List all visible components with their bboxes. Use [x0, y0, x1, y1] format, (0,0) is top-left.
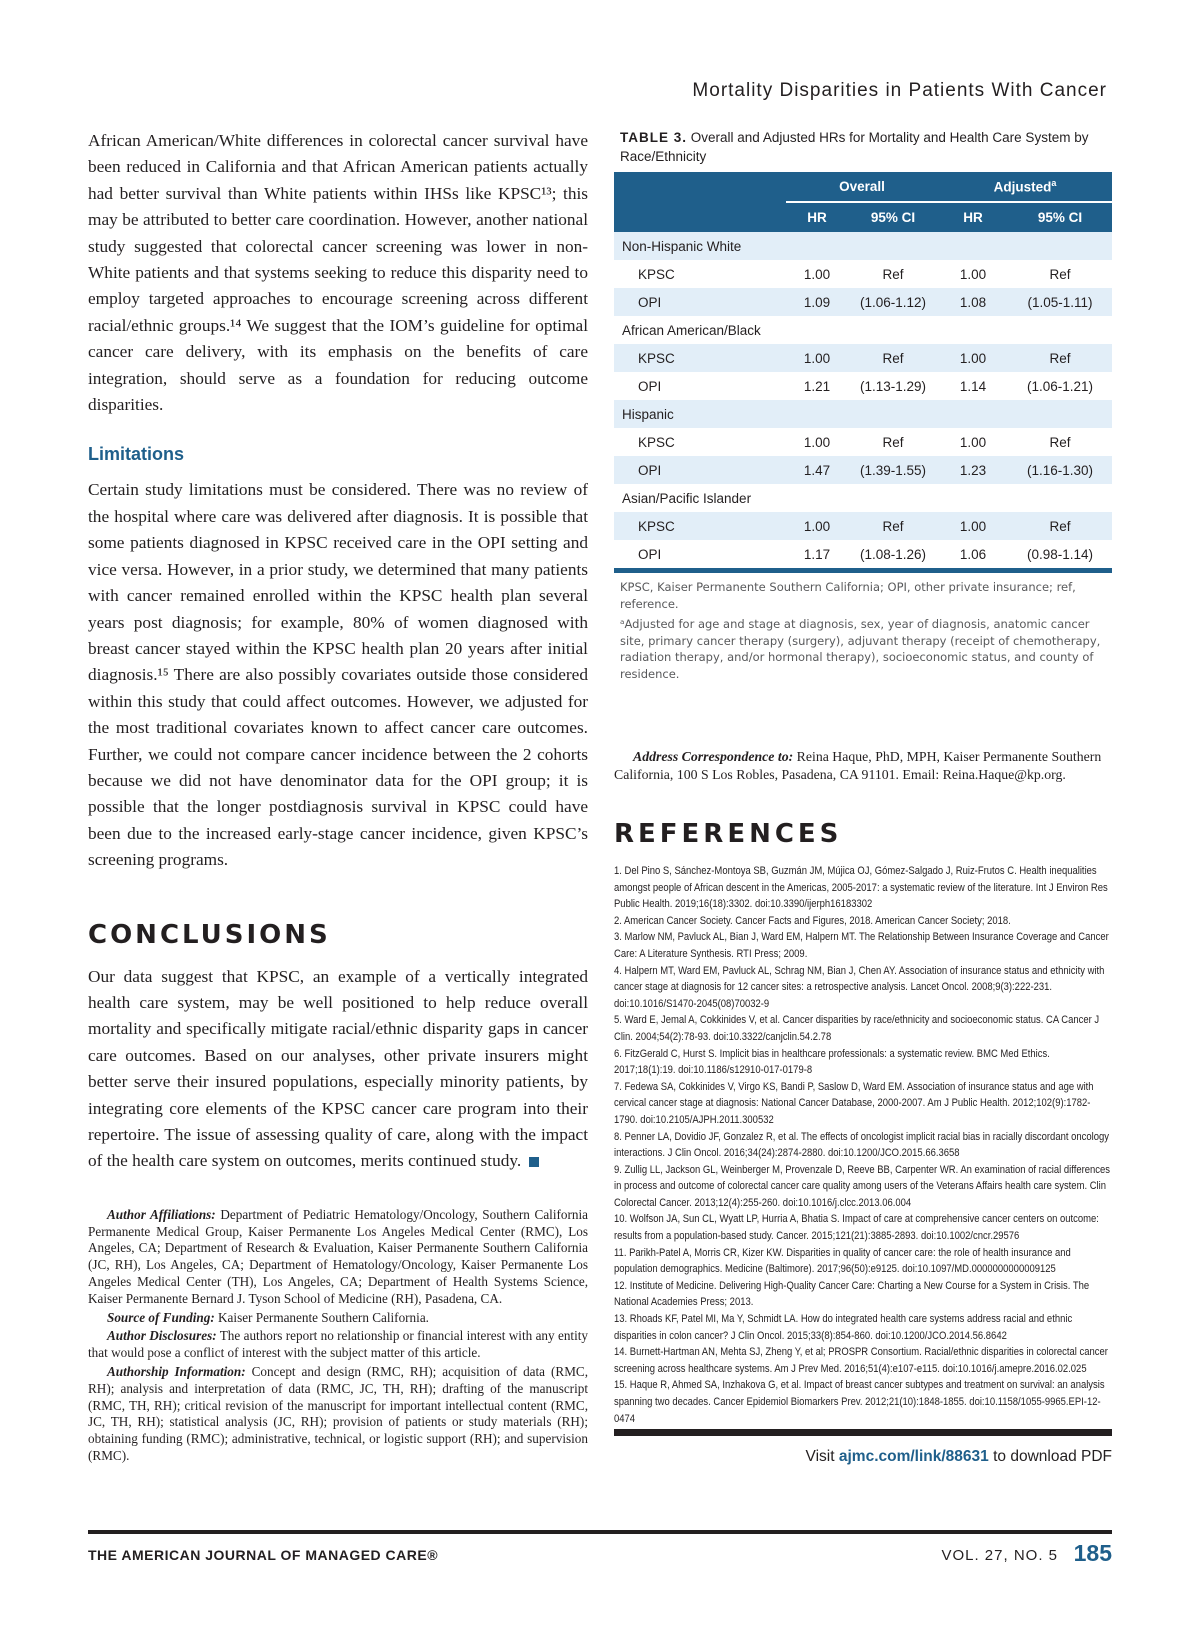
col-header-adjusted-ci: 95% CI [1008, 202, 1112, 232]
group-label: Asian/Pacific Islander [622, 490, 752, 506]
hr-cell: 1.00 [786, 512, 848, 540]
download-pdf-notice [806, 1448, 1112, 1466]
adjusted-ci-cell: Ref [1049, 266, 1071, 282]
authorship-label: Authorship Information: [107, 1363, 246, 1379]
table-row [614, 260, 1112, 288]
reference-item: 12. Institute of Medicine. Delivering High-Quality Cancer Care: Charting a New Course for a System in Crisis. The National Academies Press; 2013. [614, 1279, 1090, 1309]
adjusted-ci-cell: Ref [1008, 344, 1112, 372]
adjusted-hr-cell: 1.00 [938, 344, 1008, 372]
row-label: OPI [614, 456, 786, 484]
authorship-text: Concept and design (RMC, RH); acquisition of data (RMC, RH); analysis and interpretation of data (RMC, JC, TH, RH); drafting of the manuscript (RMC, TH, RH); critical revision of the manuscript for important intellectual content (RMC, JC, TH, RH); statistical analysis (JC, RH); provision of patients or study materials (RH); obtaining funding (RMC); administrative, technical, or logistic support (RH); and supervision (RMC). [88, 1363, 589, 1463]
adjusted-ci-cell: (1.06-1.21) [1026, 378, 1094, 394]
volume-issue: VOL. 27, NO. 5 [941, 1547, 1058, 1564]
reference-item: 15. Haque R, Ahmed SA, Inzhakova G, et al. Impact of breast cancer subtypes and treatment on survival: an analysis spanning two decades. Cancer Epidemiol Biomarkers Prev. 2012;21(10):1848-1855. doi:10.1158/1055-9965.EPI-12-0474 [614, 1379, 1105, 1425]
reference-item: 8. Penner LA, Dovidio JF, Gonzalez R, et al. The effects of oncologist implicit racial bias in racially discordant oncology interactions. J Clin Oncol. 2016;34(24):2874-2880. doi:10.1200/JCO.2015.66.3658 [614, 1130, 1109, 1160]
references-list [614, 863, 1111, 1427]
hr-cell: 1.00 [803, 266, 831, 282]
hr-cell: 1.17 [803, 546, 831, 562]
table-row [614, 428, 1112, 456]
table-label: TABLE 3. [620, 130, 688, 145]
author-affiliations [88, 1207, 588, 1308]
right-column [614, 128, 1112, 1427]
ci-cell: (1.08-1.26) [859, 546, 927, 562]
reference-item: 11. Parikh-Patel A, Morris CR, Kizer KW. Disparities in quality of cancer care: the role of health insurance and population demographics. Medicine (Baltimore). 2017;96(50):e9125. doi:10.1097/MD.0000000000009125 [614, 1246, 1071, 1276]
row-label: KPSC [614, 344, 786, 372]
left-column [88, 128, 588, 1467]
table-group-row [614, 232, 1112, 260]
reference-item: 9. Zullig LL, Jackson GL, Weinberger M, Provenzale D, Reeve BB, Carpenter WR. An examination of racial differences in process and outcome of colorectal cancer care quality among users of the Veterans Affairs health care system. Clin Colorectal Cancer. 2013;12(4):255-260. doi:10.1016/j.clcc.2013.06.004 [614, 1163, 1111, 1209]
group-label: African American/Black [622, 322, 761, 338]
reference-item: 6. FitzGerald C, Hurst S. Implicit bias in healthcare professionals: a systematic review. BMC Med Ethics. 2017;18(1):19. doi:10.1186/s12910-017-0179-8 [614, 1047, 1050, 1077]
col-header-ci: 95% CI [848, 202, 938, 232]
row-label: OPI [638, 546, 662, 562]
table-row [614, 372, 1112, 400]
reference-item: 10. Wolfson JA, Sun CL, Wyatt LP, Hurria A, Bhatia S. Impact of care at comprehensive cancer centers on outcome: results from a population-based study. Cancer. 2015;121(21):3885-2893. doi:10.1002/cncr.29576 [614, 1213, 1099, 1243]
affiliations-text: Department of Pediatric Hematology/Oncology, Southern California Permanente Medical Group, Kaiser Permanente Los Angeles Medical Center (RMC), Los Angeles, CA; Department of Research & Evaluation, Kaiser Permanente Southern California (JC, RH), Los Angeles, CA; Department of Hematology/Oncology, Kaiser Permanente Los Angeles Medical Center (TH), Los Angeles, CA; Department of Health Systems Science, Kaiser Permanente Bernard J. Tyson School of Medicine (RH), Pasadena, CA. [88, 1206, 588, 1306]
references-bottom-rule [614, 1429, 1112, 1436]
address-text: Reina Haque, PhD, MPH, Kaiser Permanente Southern California, 100 S Los Robles, Pasadena, CA 91101. Email: Reina.Haque@kp.org. [614, 749, 1102, 782]
footer-rule [88, 1530, 1112, 1534]
download-link[interactable]: ajmc.com/link/88631 [838, 1448, 989, 1465]
running-title: Mortality Disparities in Patients With Cancer [692, 80, 1107, 101]
conclusions-paragraph [88, 964, 588, 1175]
table-header-groups [614, 172, 1112, 202]
body-paragraph-intro: African American/White differences in colorectal cancer survival have been reduced in California and that African American patients actually had better survival than White patients within IHSs like KPSC¹³; this may be attributed to better care coordination. However, another national study suggested that colorectal cancer screening was lower in non-White patients and that systems seeking to reduce this disparity need to employ targeted approaches to encourage screening across different racial/ethnic groups.¹⁴ We suggest that the IOM’s guideline for optimal cancer care delivery, with its emphasis on the benefits of care integration, should serve as a foundation for reducing outcome disparities. [88, 131, 588, 415]
funding-text: Kaiser Permanente Southern California. [218, 1309, 429, 1325]
table-caption [620, 128, 1112, 166]
table-bottom-rule [614, 568, 1112, 573]
hr-cell: 1.09 [786, 288, 848, 316]
adjusted-ci-cell: (1.16-1.30) [1008, 456, 1112, 484]
limitations-paragraph: Certain study limitations must be considered. There was no review of the hospital where care was delivered after diagnosis. It is possible that some patients diagnosed in KPSC received care in the OPI setting and vice versa. However, in a prior study, we determined that many patients with cancer remained enrolled within the KPSC health plan several years post diagnosis; for example, 80% of women diagnosed with breast cancer stayed within the KPSC health plan 20 years after initial diagnosis.¹⁵ There are also possibly covariates outside those considered within this study that could affect outcomes. However, we adjusted for the most traditional covariates known to affect cancer care outcomes. Further, we could not compare cancer incidence between the 2 cohorts because we did not have denominator data for the OPI group; it is possible that the longer postdiagnosis survival in KPSC could have been due to the increased early-stage cancer incidence, given KPSC’s screening programs. [88, 480, 588, 870]
table-group-row [614, 316, 1112, 344]
ci-cell: (1.06-1.12) [848, 288, 938, 316]
adjusted-footnote-marker: a [1051, 178, 1057, 189]
group-label: Hispanic [614, 400, 1112, 428]
reference-item: 13. Rhoads KF, Patel MI, Ma Y, Schmidt LA. How do integrated health care systems address racial and ethnic disparities in colon cancer? J Clin Oncol. 2015;33(8):854-860. doi:10.1200/JCO.2014.56.8642 [614, 1313, 1073, 1342]
end-of-article-square-icon [529, 1157, 539, 1167]
adjusted-hr-cell: 1.23 [938, 456, 1008, 484]
row-label: OPI [638, 378, 662, 394]
limitations-heading: Limitations [88, 444, 185, 465]
disclosures-label: Author Disclosures: [107, 1328, 217, 1344]
ci-cell: Ref [882, 266, 904, 282]
ci-cell: Ref [882, 434, 904, 450]
adjusted-hr-cell: 1.06 [959, 546, 987, 562]
hr-cell: 1.00 [803, 434, 831, 450]
table-group-row [614, 484, 1112, 512]
funding-label: Source of Funding: [107, 1309, 215, 1325]
reference-item: 3. Marlow NM, Pavluck AL, Bian J, Ward EM, Halpern MT. The Relationship Between Insurance Coverage and Cancer Care: A Literature Synthesis. RTI Press; 2009. [614, 931, 1109, 960]
ci-cell: Ref [848, 344, 938, 372]
adjusted-ci-cell: Ref [1008, 512, 1112, 540]
adjusted-hr-cell: 1.00 [938, 512, 1008, 540]
ci-cell: (1.13-1.29) [859, 378, 927, 394]
source-of-funding [88, 1310, 588, 1327]
reference-item: 7. Fedewa SA, Cokkinides V, Virgo KS, Bandi P, Saslow D, Ward EM. Association of insurance status and age with cervical cancer stage at diagnosis: National Cancer Database, 2000-2007. Am J Public Health. 2012;102(9):1782-1790. doi:10.2105/AJPH.2011.300532 [614, 1080, 1094, 1126]
disclosures-text: The authors report no relationship or financial interest with any entity that would pose a conflict of interest with the subject matter of this article. [88, 1328, 589, 1361]
table-row [614, 456, 1112, 484]
adjusted-group-header [938, 172, 1112, 202]
overall-group-header: Overall [786, 172, 938, 202]
reference-item: 2. American Cancer Society. Cancer Facts and Figures, 2018. American Cancer Society; 2018. [614, 914, 1011, 927]
page-number: 185 [1073, 1540, 1112, 1566]
table-header-columns [614, 202, 1112, 232]
row-label: OPI [614, 288, 786, 316]
reference-item: 5. Ward E, Jemal A, Cokkinides V, et al. Cancer disparities by race/ethnicity and socioeconomic status. CA Cancer J Clin. 2004;54(2):78-93. doi:10.3322/canjclin.54.2.78 [614, 1014, 1100, 1043]
hr-cell: 1.47 [786, 456, 848, 484]
adjusted-ci-cell: Ref [1049, 434, 1071, 450]
conclusions-heading: CONCLUSIONS [88, 919, 331, 950]
author-disclosures [88, 1328, 588, 1362]
adjusted-hr-cell: 1.00 [959, 266, 987, 282]
address-label: Address Correspondence to: [633, 749, 794, 764]
adjusted-ci-cell: (0.98-1.14) [1026, 546, 1094, 562]
visit-prefix: Visit [805, 1448, 835, 1465]
row-label: KPSC [638, 434, 675, 450]
reference-item: 14. Burnett-Hartman AN, Mehta SJ, Zheng Y, et al; PROSPR Consortium. Racial/ethnic disparities in colorectal cancer screening across healthcare systems. Am J Prev Med. 2016;51(4):e107-e115. doi:10.1016/j.amepre.2016.02.025 [614, 1346, 1108, 1375]
group-label: Non-Hispanic White [614, 232, 1112, 260]
authorship-information [88, 1364, 588, 1465]
hazard-ratio-table [614, 172, 1112, 568]
table-row [614, 344, 1112, 372]
adjusted-hr-cell: 1.00 [959, 434, 987, 450]
ci-cell: Ref [848, 512, 938, 540]
table-row [614, 288, 1112, 316]
col-header-hr: HR [786, 202, 848, 232]
references-heading: REFERENCES [614, 819, 843, 849]
ci-cell: (1.39-1.55) [848, 456, 938, 484]
adjusted-ci-cell: (1.05-1.11) [1008, 288, 1112, 316]
table-group-row [614, 400, 1112, 428]
adjusted-label: Adjusted [993, 179, 1052, 195]
address-correspondence [614, 748, 1112, 783]
col-header-adjusted-hr: HR [938, 202, 1008, 232]
adjusted-hr-cell: 1.14 [959, 378, 987, 394]
table-row [614, 512, 1112, 540]
journal-name: THE AMERICAN JOURNAL OF MANAGED CARE® [88, 1547, 439, 1563]
table-footnote-adjustment: ᵃAdjusted for age and stage at diagnosis, sex, year of diagnosis, anatomic cancer site, primary cancer therapy (surgery), adjuvant therapy (receipt of chemotherapy, radiation therapy, and/or hormonal therapy), socioeconomic status, and county of residence. [620, 617, 1101, 681]
hr-cell: 1.00 [786, 344, 848, 372]
table-row [614, 540, 1112, 568]
conclusions-text: Our data suggest that KPSC, an example of a vertically integrated health care system, may be well positioned to help reduce overall mortality and specifically mitigate racial/ethnic disparity gaps in cancer care outcomes. Based on our analyses, other private insurers might better serve their insured populations, especially minority patients, by integrating core elements of the KPSC cancer care program into their repertoire. The issue of assessing quality of care, along with the impact of the health care system on outcomes, merits continued study. [88, 966, 588, 1171]
reference-item: 4. Halpern MT, Ward EM, Pavluck AL, Schrag NM, Bian J, Chen AY. Association of insurance status and ethnicity with cancer stage at diagnosis for 12 cancer sites: a retrospective analysis. Lancet Oncol. 2008;9(3):222-231. doi:10.1016/S1470-2045(08)70032-9 [614, 964, 1105, 1010]
row-label: KPSC [614, 512, 786, 540]
table-footnote-abbreviations: KPSC, Kaiser Permanente Southern California; OPI, other private insurance; ref, reference. [620, 580, 1076, 611]
hr-cell: 1.21 [803, 378, 831, 394]
reference-item: 1. Del Pino S, Sánchez-Montoya SB, Guzmán JM, Mújica OJ, Gómez-Salgado J, Ruiz-Frutos C. Health inequalities amongst people of African descent in the Americas, 2005-2017: a systematic review of the literature. Int J Environ Res Public Health. 2019;16(18):3302. doi:10.3390/ijerph16183302 [614, 865, 1108, 911]
affiliations-label: Author Affiliations: [107, 1206, 216, 1222]
row-label: KPSC [638, 266, 675, 282]
visit-suffix: to download PDF [993, 1448, 1112, 1465]
table-caption-text: Overall and Adjusted HRs for Mortality and Health Care System by Race/Ethnicity [620, 130, 1089, 164]
adjusted-hr-cell: 1.08 [938, 288, 1008, 316]
